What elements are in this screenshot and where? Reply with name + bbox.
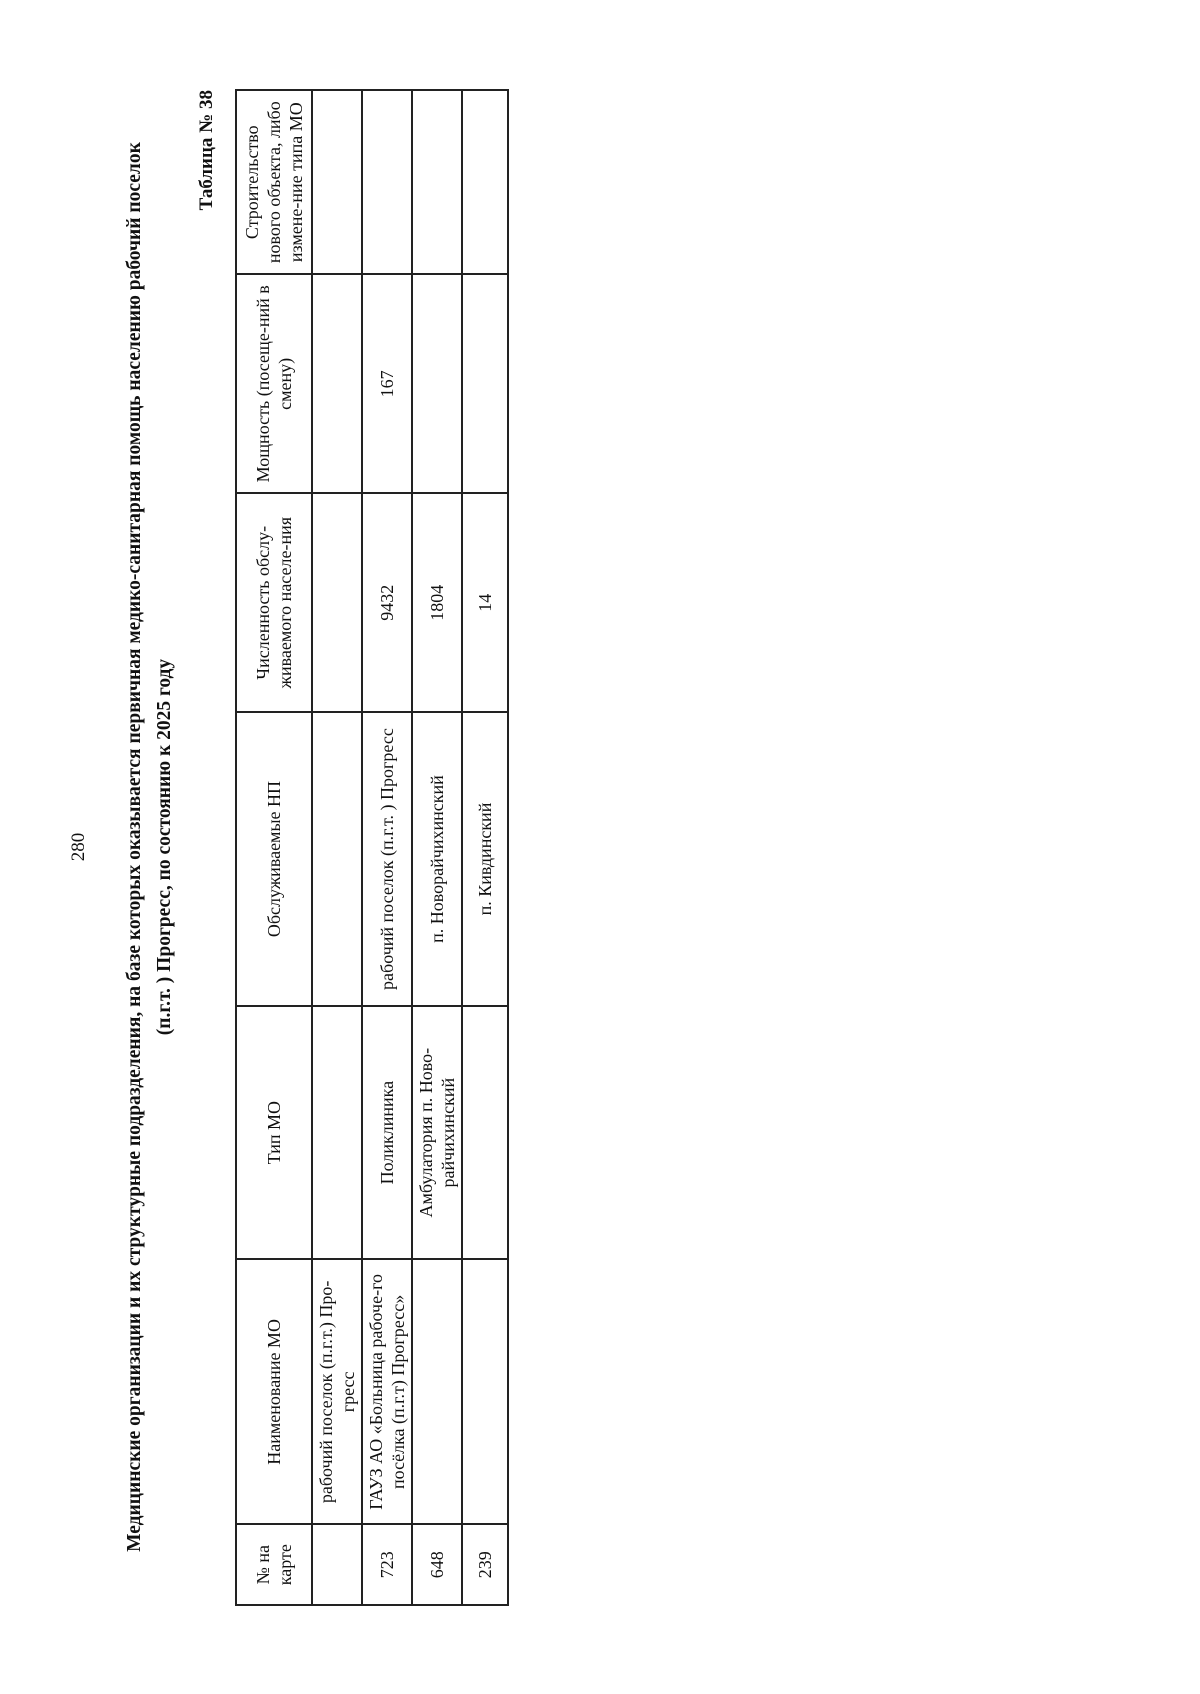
cell-mo-name: ГАУЗ АО «Больница рабоче-го посёлка (п.г.т) Прогресс» bbox=[362, 1259, 412, 1524]
table-row bbox=[412, 90, 462, 1605]
cell-capacity: 167 bbox=[362, 274, 412, 493]
cell-map-number: 239 bbox=[462, 1524, 508, 1605]
cell-served-population bbox=[312, 493, 362, 712]
cell-served-settlements: п. Кивдинский bbox=[462, 712, 508, 1006]
cell-mo-name bbox=[462, 1259, 508, 1524]
cell-served-population: 1804 bbox=[412, 493, 462, 712]
medical-organizations-table bbox=[235, 89, 509, 1606]
document-title-line-1: Медицинские организации и их структурные подразделения, на базе которых оказывается первичная медико-санитарная помощь населению рабочий поселок bbox=[124, 142, 145, 1552]
cell-served-settlements: рабочий поселок (п.г.т. ) Прогресс bbox=[362, 712, 412, 1006]
cell-construction bbox=[312, 90, 362, 274]
cell-construction bbox=[362, 90, 412, 274]
page-number: 280 bbox=[68, 832, 89, 862]
cell-capacity bbox=[462, 274, 508, 493]
cell-capacity bbox=[412, 274, 462, 493]
cell-mo-type: Амбулатория п. Ново-райчихинский bbox=[412, 1006, 462, 1259]
cell-served-settlements: п. Новорайчихинский bbox=[412, 712, 462, 1006]
header-capacity: Мощность (посеще-ний в смену) bbox=[236, 274, 312, 493]
cell-capacity bbox=[312, 274, 362, 493]
cell-served-population: 9432 bbox=[362, 493, 412, 712]
cell-served-population: 14 bbox=[462, 493, 508, 712]
table-label: Таблица № 38 bbox=[196, 90, 217, 211]
header-mo-name: Наименование МО bbox=[236, 1259, 312, 1524]
cell-mo-name: рабочий поселок (п.г.т.) Про-гресс bbox=[312, 1259, 362, 1524]
table-row bbox=[462, 90, 508, 1605]
cell-construction bbox=[412, 90, 462, 274]
table-row bbox=[312, 90, 362, 1605]
cell-construction bbox=[462, 90, 508, 274]
cell-map-number: 648 bbox=[412, 1524, 462, 1605]
header-construction: Строительство нового объекта, либо измене-ние типа МО bbox=[236, 90, 312, 274]
cell-mo-type bbox=[312, 1006, 362, 1259]
cell-map-number bbox=[312, 1524, 362, 1605]
document-title bbox=[120, 60, 180, 1634]
table-row bbox=[362, 90, 412, 1605]
header-map-number: № на карте bbox=[236, 1524, 312, 1605]
table-header-row bbox=[236, 90, 312, 1605]
header-served-settlements: Обслуживаемые НП bbox=[236, 712, 312, 1006]
header-served-population: Численность обслу-живаемого населе-ния bbox=[236, 493, 312, 712]
cell-mo-type bbox=[462, 1006, 508, 1259]
cell-mo-name bbox=[412, 1259, 462, 1524]
cell-map-number: 723 bbox=[362, 1524, 412, 1605]
header-mo-type: Тип МО bbox=[236, 1006, 312, 1259]
cell-served-settlements bbox=[312, 712, 362, 1006]
document-title-line-2: (п.г.т. ) Прогресс, по состоянию к 2025 году bbox=[154, 658, 175, 1036]
cell-mo-type: Поликлиника bbox=[362, 1006, 412, 1259]
